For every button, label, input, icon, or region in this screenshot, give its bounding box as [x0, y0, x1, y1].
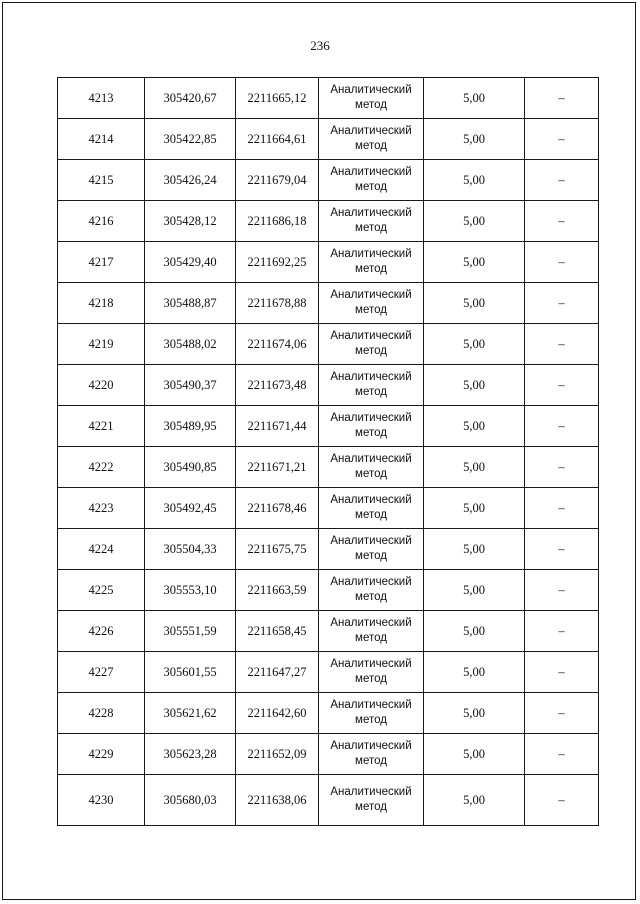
x-coordinate-cell: 305488,02 — [145, 324, 236, 365]
note-cell: – — [525, 570, 599, 611]
method-cell — [319, 365, 424, 406]
method-line-2: метод — [355, 427, 387, 439]
method-cell — [319, 242, 424, 283]
method-line-1: Аналитический — [330, 412, 412, 424]
accuracy-cell: 5,00 — [424, 160, 525, 201]
method-line-2: метод — [355, 632, 387, 644]
method-cell — [319, 693, 424, 734]
method-line-2: метод — [355, 222, 387, 234]
table-row — [58, 570, 599, 611]
x-coordinate-cell: 305420,67 — [145, 78, 236, 119]
table-body — [58, 78, 599, 826]
x-coordinate-cell: 305426,24 — [145, 160, 236, 201]
y-coordinate-cell: 2211665,12 — [236, 78, 319, 119]
method-cell — [319, 119, 424, 160]
y-coordinate-cell: 2211678,88 — [236, 283, 319, 324]
method-cell — [319, 447, 424, 488]
table-row — [58, 78, 599, 119]
point-number-cell: 4226 — [58, 611, 145, 652]
method-line-1: Аналитический — [330, 125, 412, 137]
note-cell: – — [525, 693, 599, 734]
x-coordinate-cell: 305553,10 — [145, 570, 236, 611]
method-line-2: метод — [355, 550, 387, 562]
table-row — [58, 488, 599, 529]
table-row — [58, 283, 599, 324]
note-cell: – — [525, 160, 599, 201]
method-line-1: Аналитический — [330, 453, 412, 465]
method-line-1: Аналитический — [330, 535, 412, 547]
method-cell — [319, 734, 424, 775]
y-coordinate-cell: 2211663,59 — [236, 570, 319, 611]
accuracy-cell: 5,00 — [424, 447, 525, 488]
point-number-cell: 4225 — [58, 570, 145, 611]
table-row — [58, 652, 599, 693]
method-line-2: метод — [355, 801, 387, 813]
accuracy-cell: 5,00 — [424, 119, 525, 160]
x-coordinate-cell: 305428,12 — [145, 201, 236, 242]
accuracy-cell: 5,00 — [424, 734, 525, 775]
x-coordinate-cell: 305551,59 — [145, 611, 236, 652]
table-row — [58, 693, 599, 734]
point-number-cell: 4227 — [58, 652, 145, 693]
table-row — [58, 447, 599, 488]
note-cell: – — [525, 242, 599, 283]
x-coordinate-cell: 305422,85 — [145, 119, 236, 160]
x-coordinate-cell: 305621,62 — [145, 693, 236, 734]
table-row — [58, 242, 599, 283]
note-cell: – — [525, 529, 599, 570]
method-line-1: Аналитический — [330, 617, 412, 629]
point-number-cell: 4229 — [58, 734, 145, 775]
accuracy-cell: 5,00 — [424, 570, 525, 611]
method-line-1: Аналитический — [330, 494, 412, 506]
method-line-1: Аналитический — [330, 248, 412, 260]
y-coordinate-cell: 2211692,25 — [236, 242, 319, 283]
method-cell — [319, 201, 424, 242]
method-line-2: метод — [355, 99, 387, 111]
method-line-2: метод — [355, 509, 387, 521]
accuracy-cell: 5,00 — [424, 365, 525, 406]
method-cell — [319, 775, 424, 826]
method-line-1: Аналитический — [330, 330, 412, 342]
table-row — [58, 406, 599, 447]
method-line-2: метод — [355, 673, 387, 685]
method-line-2: метод — [355, 755, 387, 767]
accuracy-cell: 5,00 — [424, 324, 525, 365]
method-cell — [319, 78, 424, 119]
y-coordinate-cell: 2211671,44 — [236, 406, 319, 447]
x-coordinate-cell: 305489,95 — [145, 406, 236, 447]
point-number-cell: 4218 — [58, 283, 145, 324]
y-coordinate-cell: 2211679,04 — [236, 160, 319, 201]
point-number-cell: 4215 — [58, 160, 145, 201]
method-cell — [319, 570, 424, 611]
table-row — [58, 160, 599, 201]
accuracy-cell: 5,00 — [424, 406, 525, 447]
method-line-1: Аналитический — [330, 289, 412, 301]
method-line-1: Аналитический — [330, 371, 412, 383]
point-number-cell: 4217 — [58, 242, 145, 283]
x-coordinate-cell: 305488,87 — [145, 283, 236, 324]
table-row — [58, 324, 599, 365]
point-number-cell: 4222 — [58, 447, 145, 488]
note-cell: – — [525, 406, 599, 447]
note-cell: – — [525, 734, 599, 775]
accuracy-cell: 5,00 — [424, 529, 525, 570]
x-coordinate-cell: 305623,28 — [145, 734, 236, 775]
point-number-cell: 4223 — [58, 488, 145, 529]
table-row — [58, 201, 599, 242]
note-cell: – — [525, 365, 599, 406]
point-number-cell: 4216 — [58, 201, 145, 242]
accuracy-cell: 5,00 — [424, 201, 525, 242]
method-line-2: метод — [355, 345, 387, 357]
point-number-cell: 4224 — [58, 529, 145, 570]
point-number-cell: 4220 — [58, 365, 145, 406]
x-coordinate-cell: 305429,40 — [145, 242, 236, 283]
accuracy-cell: 5,00 — [424, 611, 525, 652]
note-cell: – — [525, 201, 599, 242]
x-coordinate-cell: 305601,55 — [145, 652, 236, 693]
note-cell: – — [525, 775, 599, 826]
y-coordinate-cell: 2211671,21 — [236, 447, 319, 488]
x-coordinate-cell: 305490,37 — [145, 365, 236, 406]
method-line-1: Аналитический — [330, 84, 412, 96]
accuracy-cell: 5,00 — [424, 283, 525, 324]
accuracy-cell: 5,00 — [424, 78, 525, 119]
method-cell — [319, 324, 424, 365]
y-coordinate-cell: 2211686,18 — [236, 201, 319, 242]
y-coordinate-cell: 2211678,46 — [236, 488, 319, 529]
coordinates-table — [57, 77, 599, 826]
accuracy-cell: 5,00 — [424, 652, 525, 693]
method-cell — [319, 529, 424, 570]
method-cell — [319, 488, 424, 529]
y-coordinate-cell: 2211638,06 — [236, 775, 319, 826]
method-line-2: метод — [355, 140, 387, 152]
point-number-cell: 4230 — [58, 775, 145, 826]
method-line-2: метод — [355, 714, 387, 726]
method-line-1: Аналитический — [330, 576, 412, 588]
note-cell: – — [525, 652, 599, 693]
note-cell: – — [525, 447, 599, 488]
y-coordinate-cell: 2211652,09 — [236, 734, 319, 775]
page-number: 236 — [310, 38, 330, 53]
method-cell — [319, 160, 424, 201]
method-line-2: метод — [355, 386, 387, 398]
note-cell: – — [525, 283, 599, 324]
method-line-2: метод — [355, 304, 387, 316]
table-row — [58, 775, 599, 826]
note-cell: – — [525, 324, 599, 365]
method-cell — [319, 406, 424, 447]
y-coordinate-cell: 2211674,06 — [236, 324, 319, 365]
y-coordinate-cell: 2211673,48 — [236, 365, 319, 406]
point-number-cell: 4219 — [58, 324, 145, 365]
y-coordinate-cell: 2211664,61 — [236, 119, 319, 160]
x-coordinate-cell: 305680,03 — [145, 775, 236, 826]
note-cell: – — [525, 488, 599, 529]
table-row — [58, 119, 599, 160]
table-row — [58, 529, 599, 570]
method-line-2: метод — [355, 181, 387, 193]
accuracy-cell: 5,00 — [424, 693, 525, 734]
y-coordinate-cell: 2211658,45 — [236, 611, 319, 652]
point-number-cell: 4214 — [58, 119, 145, 160]
x-coordinate-cell: 305490,85 — [145, 447, 236, 488]
method-line-2: метод — [355, 591, 387, 603]
method-line-1: Аналитический — [330, 699, 412, 711]
accuracy-cell: 5,00 — [424, 488, 525, 529]
table-row — [58, 734, 599, 775]
table-row — [58, 611, 599, 652]
y-coordinate-cell: 2211647,27 — [236, 652, 319, 693]
note-cell: – — [525, 119, 599, 160]
method-line-2: метод — [355, 468, 387, 480]
method-line-1: Аналитический — [330, 658, 412, 670]
accuracy-cell: 5,00 — [424, 242, 525, 283]
y-coordinate-cell: 2211675,75 — [236, 529, 319, 570]
x-coordinate-cell: 305504,33 — [145, 529, 236, 570]
method-cell — [319, 283, 424, 324]
method-line-1: Аналитический — [330, 207, 412, 219]
method-line-1: Аналитический — [330, 786, 412, 798]
method-line-1: Аналитический — [330, 740, 412, 752]
table-row — [58, 365, 599, 406]
method-cell — [319, 611, 424, 652]
point-number-cell: 4213 — [58, 78, 145, 119]
note-cell: – — [525, 611, 599, 652]
point-number-cell: 4228 — [58, 693, 145, 734]
note-cell: – — [525, 78, 599, 119]
point-number-cell: 4221 — [58, 406, 145, 447]
accuracy-cell: 5,00 — [424, 775, 525, 826]
method-line-1: Аналитический — [330, 166, 412, 178]
x-coordinate-cell: 305492,45 — [145, 488, 236, 529]
method-cell — [319, 652, 424, 693]
method-line-2: метод — [355, 263, 387, 275]
y-coordinate-cell: 2211642,60 — [236, 693, 319, 734]
